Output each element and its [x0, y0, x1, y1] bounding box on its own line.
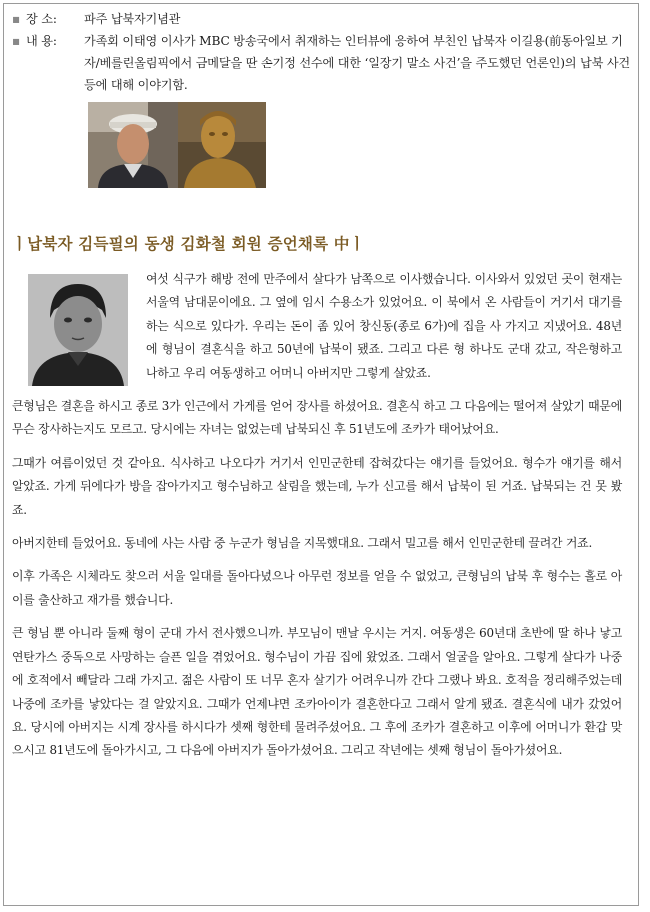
interview-photos [88, 102, 630, 188]
paragraph: 큰형님은 결혼을 하시고 종로 3가 인근에서 가게를 얻어 장사를 하셨어요. 결혼식 하고 그 다음에는 떨어져 살았기 때문에 무슨 장사하는지도 모르고. 당시에는 자녀는 없었는데 납북되신 후 51년도에 조카가 태어났어요. [12, 399, 622, 437]
info-location-row [12, 8, 630, 30]
info-content-row [12, 30, 630, 96]
paragraph: 이후 가족은 시체라도 찾으러 서울 일대를 돌아다녔으나 아무런 정보를 얻을 수 없었고, 큰형님의 납북 후 형수는 홀로 아이를 출산하고 재가를 했습니다. [12, 569, 622, 607]
bullet-icon: ▪ [12, 12, 21, 26]
bust-statue-photo [178, 102, 266, 188]
paragraph: 큰 형님 뿐 아니라 둘째 형이 군대 가서 전사했으니까. 부모님이 맨날 우시는 거지. 여동생은 60년대 초반에 딸 하나 낳고 연탄가스 중독으로 사망하는 슬픈 일을 겪었어요. 형수님이 가끔 집에 왔었죠. 그래서 얼굴을 알아요. 그렇게 살다가 나중에 호적에서 빼달라 그래 가지고. 젊은 사람이 또 너무 혼자 살기가 어려우니까 간다 그랬나 봐요. 호적을 정리해주었는데 나중에 조카를 낳았다는 걸 알았지요. 그때가 언제냐면 조카아이가 결혼한다고 그래서 알게 됐죠. 결혼식에 내가 갔었어요. 당시에 아버지는 시계 장사를 하시다가 셋째 형한테 물려주셨어요. 그 후에 조카가 결혼하고 이후에 어머니가 환갑 맞으시고 81년도에 돌아가시고, 그 다음에 아버지가 돌아가셨어요. 그리고 작년에는 셋째 형님이 돌아가셨어요. [12, 626, 622, 758]
event-info [12, 8, 630, 96]
location-label: 장 소: [26, 12, 57, 26]
interviewee-photo [88, 102, 178, 188]
paragraph: 여섯 식구가 해방 전에 만주에서 살다가 남쪽으로 이사했습니다. 이사와서 있었던 곳이 현재는 서울역 남대문이에요. 그 옆에 임시 수용소가 있었어요. 이 북에서 온 사람들이 거기서 대기를 하는 식으로 있다가. 우리는 돈이 좀 있어 창신동(종로 6가)에 집을 사 가지고 지냈어요. 48년에 형님이 결혼식을 하고 50년에 납북이 됐죠. 그리고 다른 형 하나도 군대 갔고, 작은형하고 나하고 우리 여동생하고 어머니 아버지만 그렇게 살았죠. [146, 272, 622, 380]
testimony-text [12, 268, 622, 763]
bullet-icon: ▪ [12, 34, 21, 48]
paragraph: 그때가 여름이었던 것 같아요. 식사하고 나오다가 거기서 인민군한테 잡혀갔다는 얘기를 들었어요. 형수가 얘기를 해서 알았죠. 가게 뒤에다가 방을 잡아가지고 형수님하고 살림을 했는데, 누가 신고를 해서 납북이 된 거죠. 납북되는 건 못 봤죠. [12, 455, 622, 517]
paragraph: 아버지한테 들었어요. 동네에 사는 사람 중 누군가 형님을 지목했대요. 그래서 밀고를 해서 인민군한테 끌려간 거죠. [12, 536, 593, 551]
portrait-photo [28, 274, 128, 386]
document-page [12, 8, 630, 773]
section-title: ㅣ납북자 김득필의 동생 김화철 회원 증언채록 中ㅣ [12, 235, 365, 253]
content-label: 내 용: [26, 34, 57, 48]
content-value: 가족회 이태영 이사가 MBC 방송국에서 취재하는 인터뷰에 응하여 부친인 납북자 이길용(前동아일보 기자/베를린올림픽에서 금메달을 딴 손기정 선수에 대한 ‘일장기 말소 사건’을 주도했던 언론인)의 납북 사건 등에 대해 이야기함. [84, 34, 630, 92]
location-value: 파주 납북자기념관 [84, 12, 181, 26]
